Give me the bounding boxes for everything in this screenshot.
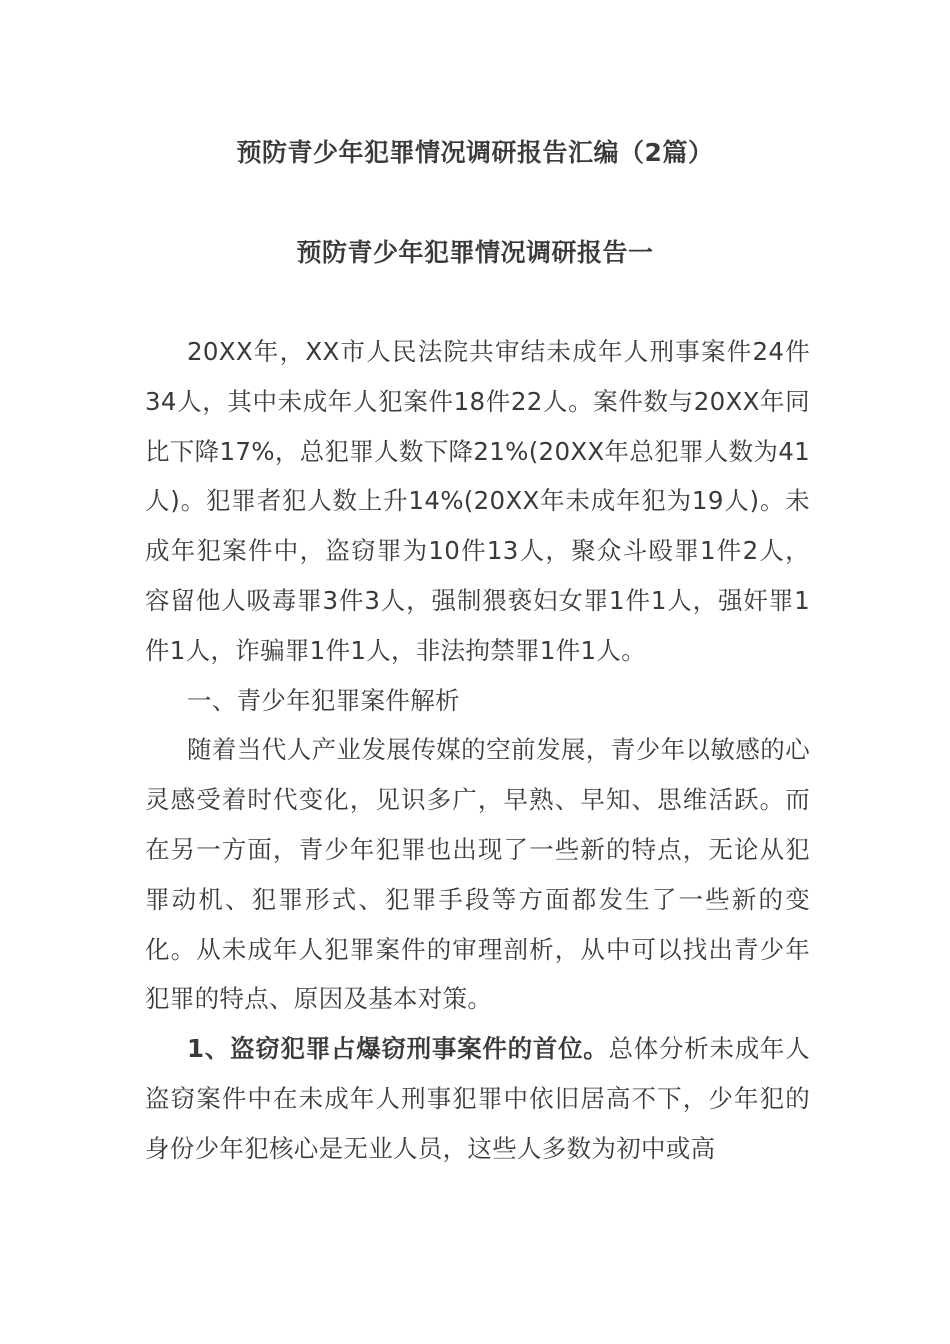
paragraph-statistics: 20XX年，XX市人民法院共审结未成年人刑事案件24件34人，其中未成年人犯案件18件22人。案件数与20XX年同比下降17%，总犯罪人数下降21%(20XX年总犯罪人数为41人)。犯罪者犯人数上升14%(20XX年未成年犯为19人)。未成年犯案件中，盗窃罪为10件13人，聚众斗殴罪1件2人，容留他人吸毒罪3件3人，强制猥亵妇女罪1件1人，强奸罪1件1人，诈骗罪1件1人，非法拘禁罪1件1人。 (145, 337, 810, 665)
paragraph-text: 总体分析未成年人盗窃案件中在未成年人刑事犯罪中依旧居高不下，少年犯的身份少年犯核心是无业人员，这些人多数为初中或高 (145, 1034, 810, 1163)
paragraph-lead: 1、盗窃犯罪占爆窃刑事案件的首位。 (187, 1034, 609, 1064)
sub-title: 预防青少年犯罪情况调研报告一 (296, 238, 654, 267)
section-heading: 一、青少年犯罪案件解析 (187, 685, 460, 715)
document-body (145, 327, 810, 1174)
main-title: 预防青少年犯罪情况调研报告汇编（2篇） (236, 138, 714, 167)
paragraph-theft (145, 1024, 810, 1173)
paragraph-analysis: 随着当代人产业发展传媒的空前发展，青少年以敏感的心灵感受着时代变化，见识多广，早熟、早知、思维活跃。而在另一方面，青少年犯罪也出现了一些新的特点，无论从犯罪动机、犯罪形式、犯罪手段等方面都发生了一些新的变化。从未成年人犯罪案件的审理剖析，从中可以找出青少年犯罪的特点、原因及基本对策。 (145, 735, 810, 1014)
